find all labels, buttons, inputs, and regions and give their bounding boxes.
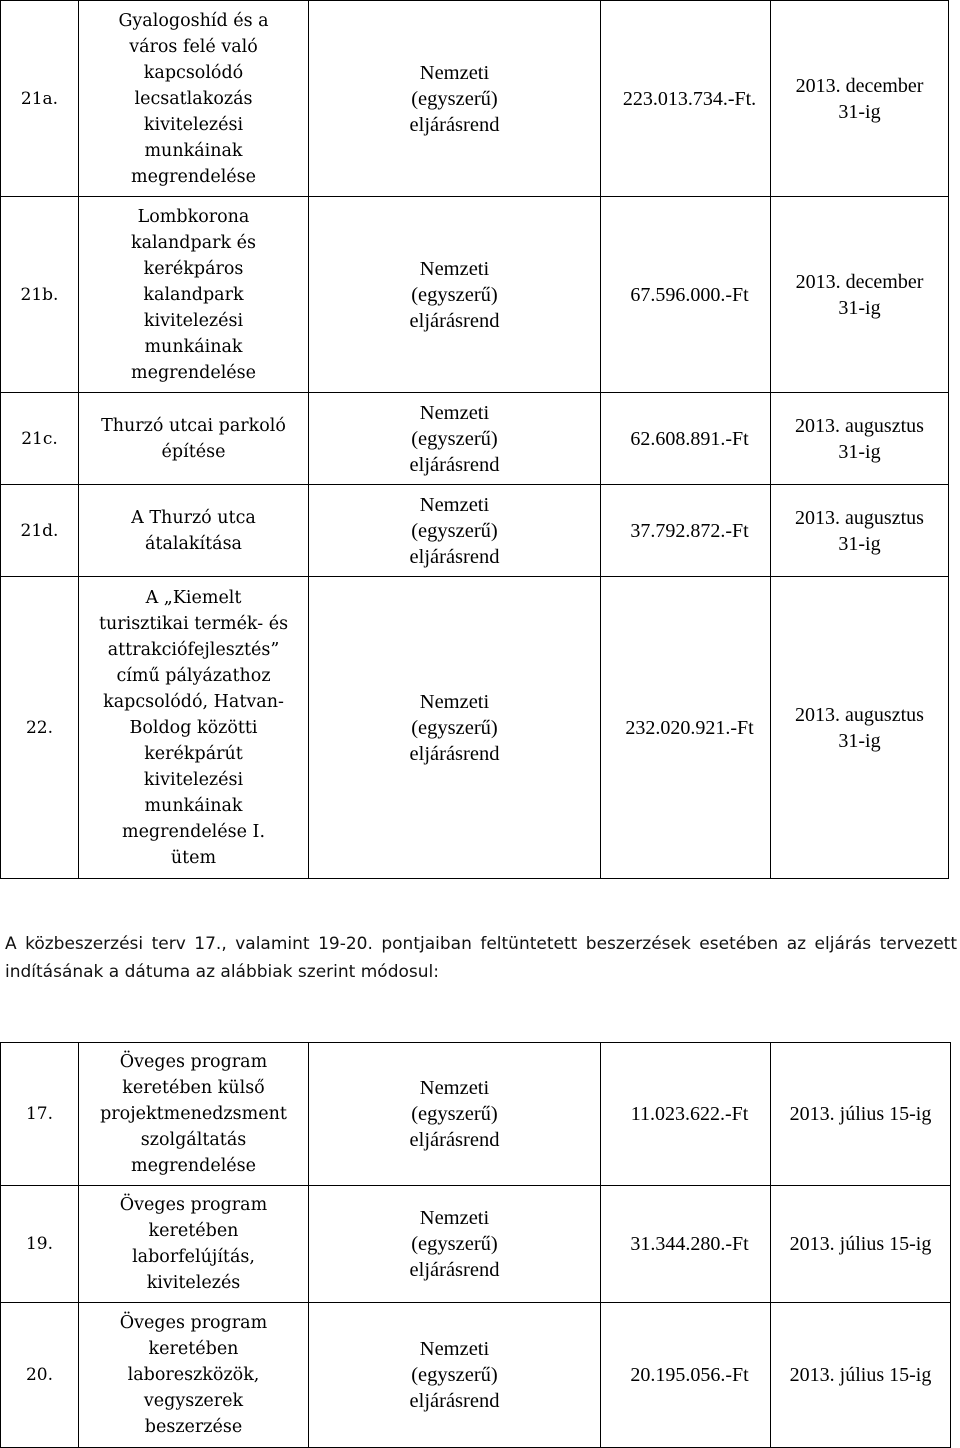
- deadline-date: [771, 1186, 951, 1303]
- description-line: laboreszközök,: [127, 1365, 260, 1385]
- description-line: munkáinak: [144, 140, 243, 161]
- date-line: 2013. augusztus: [795, 506, 924, 529]
- item-number: 19.: [1, 1186, 79, 1303]
- item-description: [79, 1303, 309, 1448]
- date-line: 31-ig: [838, 100, 881, 123]
- deadline-date: [771, 577, 949, 879]
- description-line: attrakciófejlesztés”: [107, 639, 280, 660]
- date-line: 31-ig: [838, 440, 881, 463]
- date-line: 2013. augusztus: [795, 414, 924, 437]
- description-line: kapcsolódó, Hatvan-: [103, 691, 284, 712]
- description-line: város felé való: [129, 36, 258, 57]
- description-line: keretében: [148, 1221, 239, 1241]
- procedure-type: [309, 1303, 601, 1448]
- procedure-line: eljárásrend: [409, 1129, 500, 1151]
- description-line: kalandpark és: [130, 232, 257, 253]
- procedure-line: (egyszerű): [411, 1233, 498, 1255]
- table-row: [1, 1, 949, 197]
- description-line: kerékpáros: [143, 258, 244, 279]
- procedure-type: [309, 393, 601, 485]
- table-row: [1, 393, 949, 485]
- date-line: 2013. augusztus: [795, 703, 924, 726]
- deadline-date: [771, 1303, 951, 1448]
- description-line: keretében külső: [122, 1078, 265, 1098]
- procedure-line: eljárásrend: [409, 1390, 500, 1412]
- estimated-amount: 232.020.921.-Ft: [601, 577, 771, 879]
- description-line: című pályázathoz: [116, 665, 271, 686]
- procedure-line: (egyszerű): [411, 1364, 498, 1386]
- item-number: 17.: [1, 1043, 79, 1186]
- deadline-date: [771, 1043, 951, 1186]
- date-line: 31-ig: [838, 729, 881, 752]
- item-number: 22.: [1, 577, 79, 879]
- item-description: [79, 197, 309, 393]
- table-row: [1, 1043, 951, 1186]
- item-number: 21b.: [1, 197, 79, 393]
- description-line: megrendelése: [131, 1156, 256, 1176]
- procedure-type: [309, 577, 601, 879]
- date-line: 2013. december: [795, 74, 924, 97]
- description-line: kerékpárút: [144, 743, 243, 764]
- table-row: [1, 485, 949, 577]
- procedure-line: Nemzeti: [419, 1207, 490, 1229]
- description-line: Öveges program: [119, 1313, 268, 1333]
- description-line: kivitelezési: [143, 310, 244, 331]
- description-line: szolgáltatás: [140, 1130, 247, 1150]
- description-line: megrendelése: [131, 166, 256, 187]
- description-line: megrendelése: [131, 362, 256, 383]
- procedure-type: [309, 485, 601, 577]
- item-description: [79, 393, 309, 485]
- estimated-amount: 11.023.622.-Ft: [601, 1043, 771, 1186]
- procedure-line: eljárásrend: [409, 1259, 500, 1281]
- description-line: kalandpark: [143, 284, 244, 305]
- item-number: 21a.: [1, 1, 79, 197]
- deadline-date: [771, 485, 949, 577]
- procedure-type: [309, 1186, 601, 1303]
- procedure-line: (egyszerű): [411, 87, 498, 110]
- procedure-line: eljárásrend: [409, 453, 500, 476]
- table-row: [1, 1303, 951, 1448]
- item-description: [79, 485, 309, 577]
- description-line: kivitelezési: [143, 114, 244, 135]
- estimated-amount: 62.608.891.-Ft: [601, 393, 771, 485]
- description-line: Öveges program: [119, 1195, 268, 1215]
- description-line: ütem: [170, 847, 217, 868]
- estimated-amount: 20.195.056.-Ft: [601, 1303, 771, 1448]
- procedure-line: Nemzeti: [419, 493, 490, 516]
- item-number: 20.: [1, 1303, 79, 1448]
- description-line: lecsatlakozás: [134, 88, 253, 109]
- item-description: [79, 1043, 309, 1186]
- procedure-line: (egyszerű): [411, 519, 498, 542]
- description-line: vegyszerek: [143, 1391, 244, 1411]
- item-number: 21d.: [1, 485, 79, 577]
- procurement-table-bottom: [0, 1042, 951, 1448]
- amendment-paragraph: A közbeszerzési terv 17., valamint 19-20. pontjaiban feltüntetett beszerzések esetében az eljárás tervezett indításának a dátuma az alábbiak szerint módosul:: [5, 934, 957, 982]
- table-row: [1, 1186, 951, 1303]
- description-line: munkáinak: [144, 795, 243, 816]
- description-line: beszerzése: [144, 1417, 243, 1437]
- description-line: megrendelése I.: [121, 821, 266, 842]
- procedure-type: [309, 1, 601, 197]
- description-line: átalakítása: [144, 533, 242, 554]
- description-line: munkáinak: [144, 336, 243, 357]
- description-line: Öveges program: [119, 1052, 268, 1072]
- procedure-line: (egyszerű): [411, 427, 498, 450]
- procedure-line: Nemzeti: [419, 257, 490, 280]
- procedure-line: eljárásrend: [409, 309, 500, 332]
- date-line: 2013. július 15-ig: [789, 1103, 932, 1125]
- date-line: 31-ig: [838, 296, 881, 319]
- procedure-type: [309, 1043, 601, 1186]
- procedure-line: Nemzeti: [419, 1338, 490, 1360]
- procedure-line: (egyszerű): [411, 1103, 498, 1125]
- table-row: [1, 577, 949, 879]
- table-row: [1, 197, 949, 393]
- date-line: 31-ig: [838, 532, 881, 555]
- procedure-line: Nemzeti: [419, 690, 490, 713]
- procedure-line: Nemzeti: [419, 61, 490, 84]
- item-description: [79, 1186, 309, 1303]
- procedure-line: (egyszerű): [411, 283, 498, 306]
- item-description: [79, 577, 309, 879]
- procedure-line: Nemzeti: [419, 1077, 490, 1099]
- description-line: A „Kiemelt: [145, 587, 242, 608]
- procedure-type: [309, 197, 601, 393]
- estimated-amount: 31.344.280.-Ft: [601, 1186, 771, 1303]
- date-line: 2013. július 15-ig: [789, 1233, 932, 1255]
- description-line: laborfelújítás,: [132, 1247, 255, 1267]
- deadline-date: [771, 1, 949, 197]
- description-line: kapcsolódó: [143, 62, 244, 83]
- date-line: 2013. július 15-ig: [789, 1364, 932, 1386]
- description-line: turisztikai termék- és: [98, 613, 289, 634]
- estimated-amount: 37.792.872.-Ft: [601, 485, 771, 577]
- estimated-amount: 67.596.000.-Ft: [601, 197, 771, 393]
- description-line: kivitelezési: [143, 769, 244, 790]
- description-line: Thurzó utcai parkoló: [101, 415, 286, 436]
- description-line: kivitelezés: [146, 1273, 241, 1293]
- date-line: 2013. december: [795, 270, 924, 293]
- description-line: A Thurzó utca: [131, 507, 256, 528]
- item-description: [79, 1, 309, 197]
- description-line: keretében: [148, 1339, 239, 1359]
- deadline-date: [771, 393, 949, 485]
- estimated-amount: 223.013.734.-Ft.: [601, 1, 771, 197]
- procedure-line: eljárásrend: [409, 113, 500, 136]
- description-line: Boldog közötti: [129, 717, 258, 738]
- description-line: projektmenedzsment: [100, 1104, 287, 1124]
- procedure-line: Nemzeti: [419, 401, 490, 424]
- description-line: Gyalogoshíd és a: [118, 10, 269, 31]
- description-line: Lombkorona: [137, 206, 250, 227]
- procedure-line: eljárásrend: [409, 742, 500, 765]
- description-line: építése: [161, 441, 226, 462]
- procedure-line: (egyszerű): [411, 716, 498, 739]
- item-number: 21c.: [1, 393, 79, 485]
- deadline-date: [771, 197, 949, 393]
- procedure-line: eljárásrend: [409, 545, 500, 568]
